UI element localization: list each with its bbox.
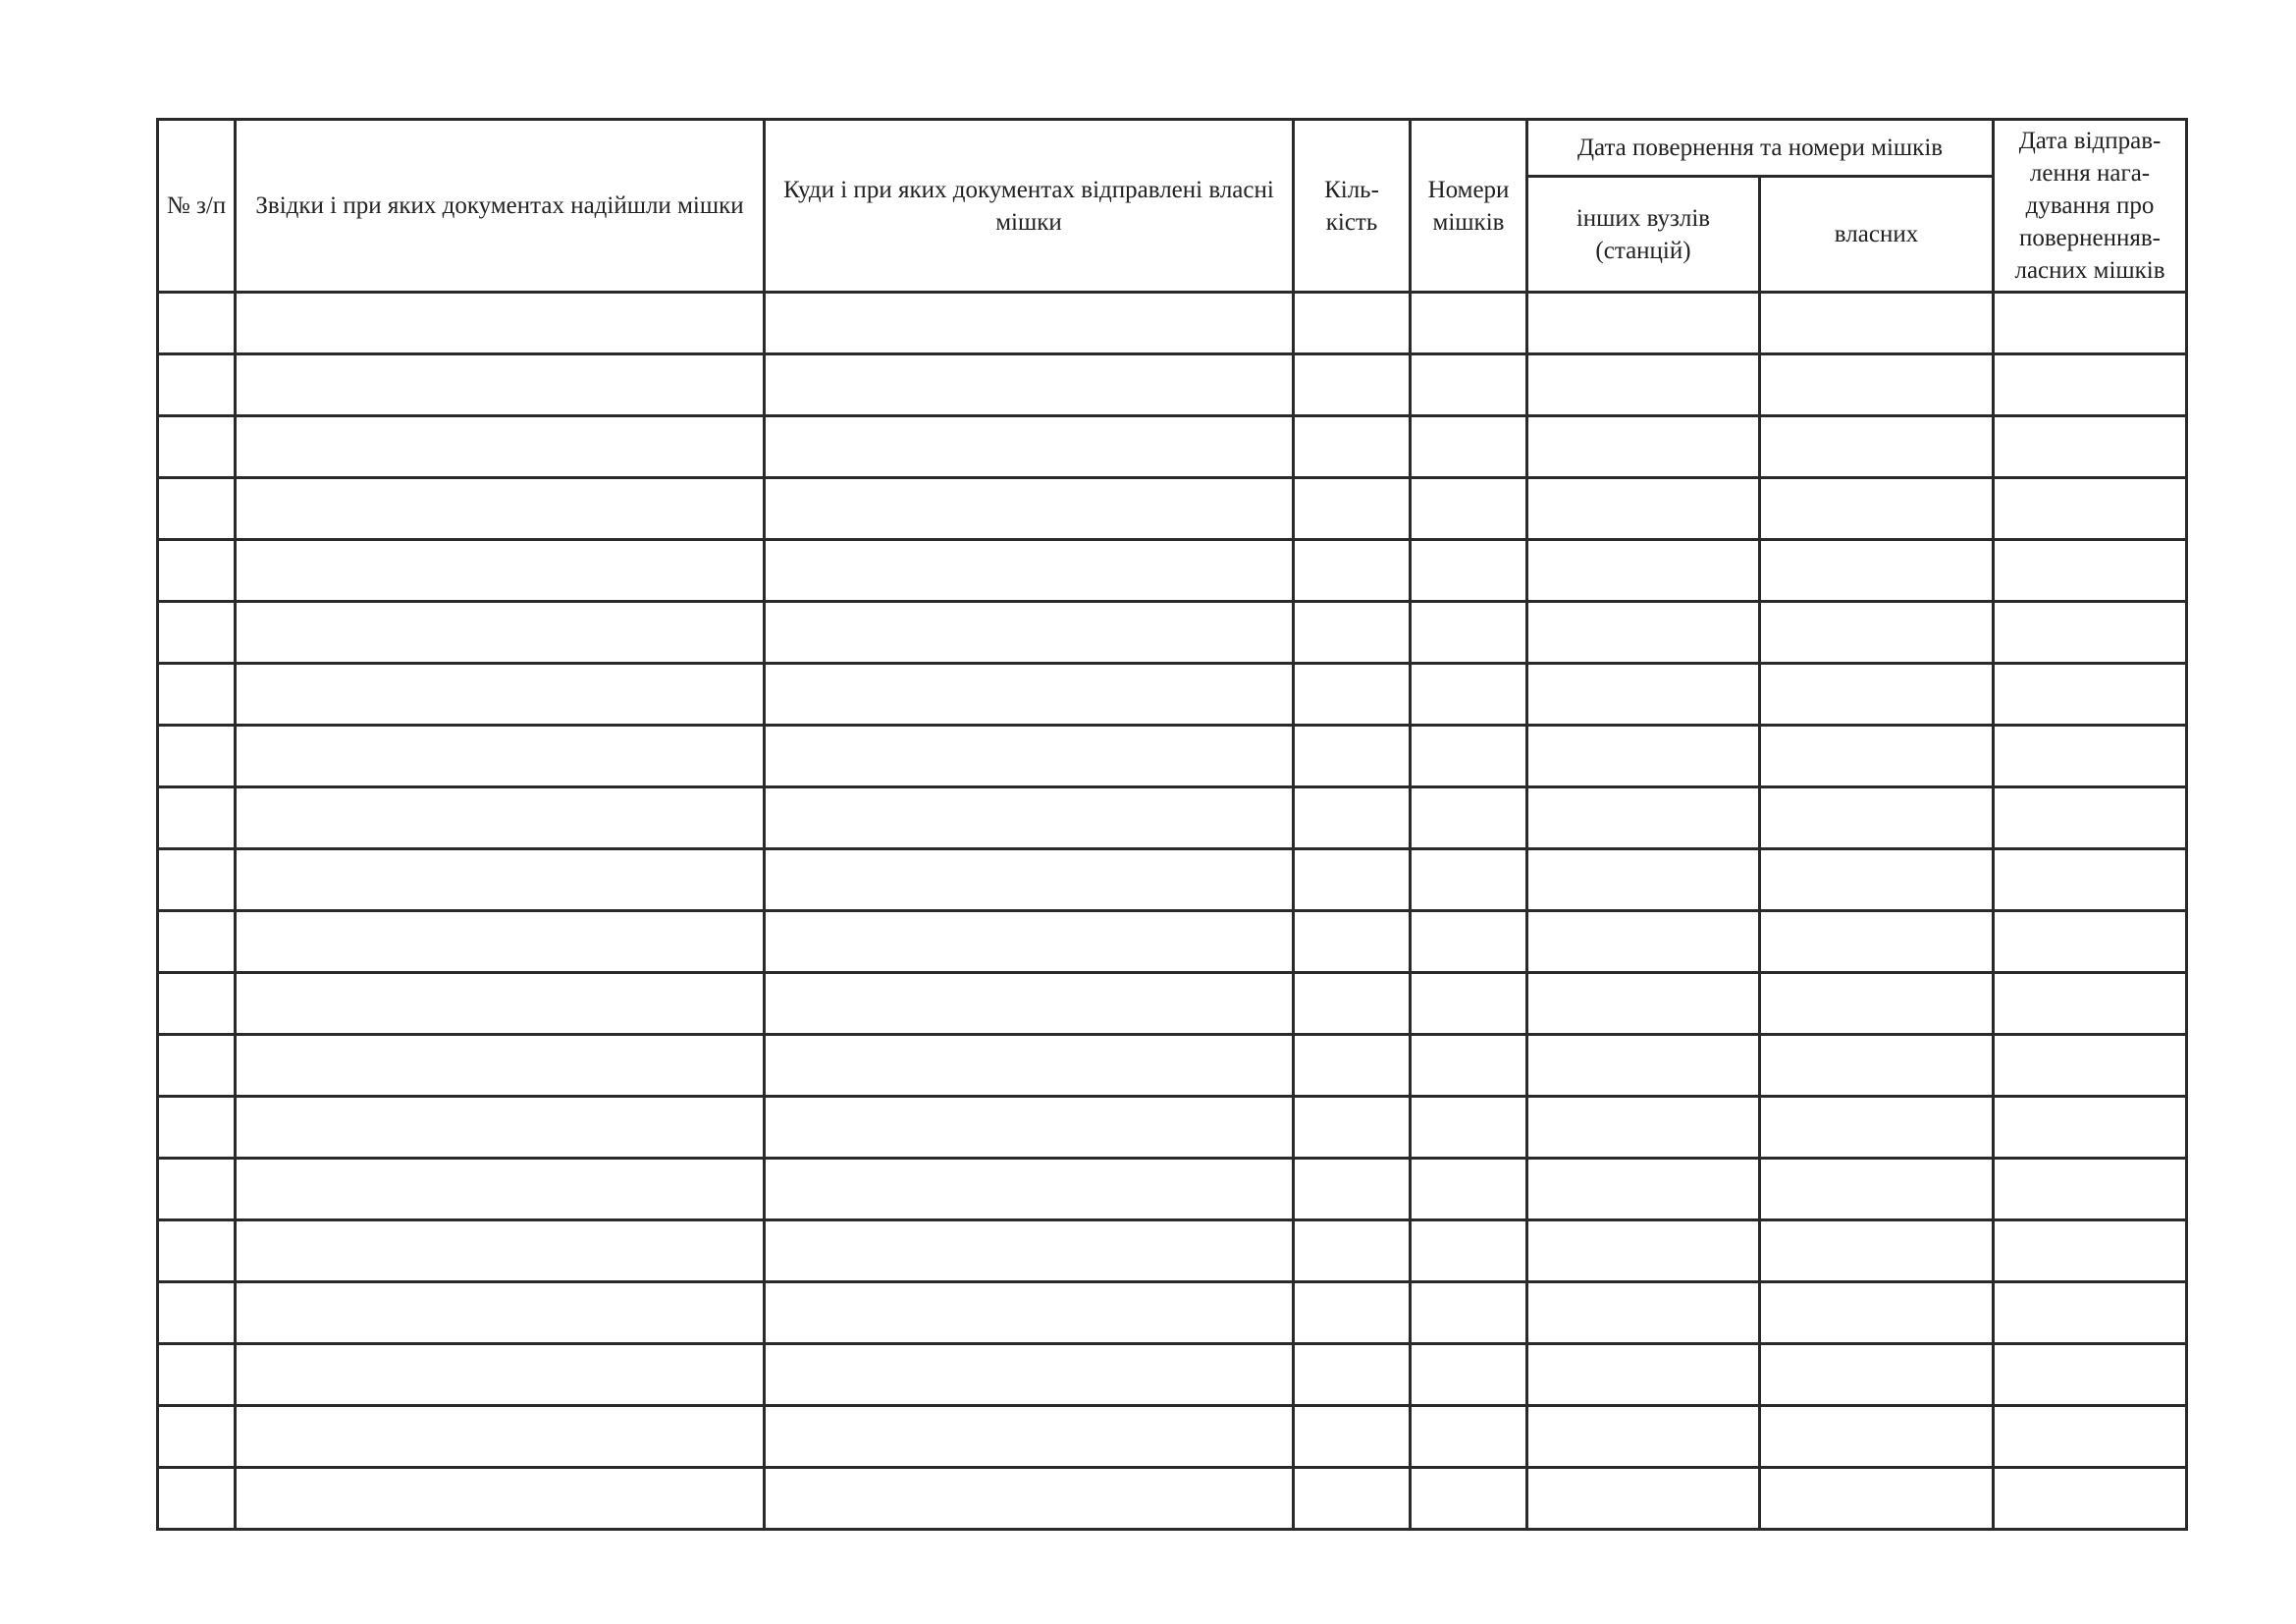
register-form xyxy=(156,118,2185,1531)
cell-number[interactable] xyxy=(158,602,236,664)
cell-return-other[interactable] xyxy=(1527,1097,1760,1159)
cell-quantity[interactable] xyxy=(1294,1035,1411,1097)
cell-quantity[interactable] xyxy=(1294,478,1411,540)
cell-return-other[interactable] xyxy=(1527,911,1760,973)
cell-to[interactable] xyxy=(765,354,1294,416)
col-return-group-header: Дата повернення та номери мішків xyxy=(1527,120,1994,177)
cell-bag-numbers[interactable] xyxy=(1411,1035,1527,1097)
cell-number[interactable] xyxy=(158,1468,236,1530)
cell-from[interactable] xyxy=(236,726,765,787)
cell-from[interactable] xyxy=(236,354,765,416)
cell-bag-numbers[interactable] xyxy=(1411,787,1527,849)
cell-quantity[interactable] xyxy=(1294,1344,1411,1406)
cell-reminder-date[interactable] xyxy=(1994,1035,2187,1097)
cell-bag-numbers[interactable] xyxy=(1411,973,1527,1035)
table-row xyxy=(158,1406,2187,1468)
cell-quantity[interactable] xyxy=(1294,416,1411,478)
cell-reminder-date[interactable] xyxy=(1994,354,2187,416)
cell-from[interactable] xyxy=(236,849,765,911)
cell-return-own[interactable] xyxy=(1760,973,1994,1035)
cell-reminder-date[interactable] xyxy=(1994,849,2187,911)
cell-to[interactable] xyxy=(765,416,1294,478)
cell-from[interactable] xyxy=(236,1468,765,1530)
cell-quantity[interactable] xyxy=(1294,293,1411,354)
table-row xyxy=(158,787,2187,849)
cell-bag-numbers[interactable] xyxy=(1411,726,1527,787)
cell-return-own[interactable] xyxy=(1760,293,1994,354)
cell-to[interactable] xyxy=(765,849,1294,911)
table-row xyxy=(158,1035,2187,1097)
cell-number[interactable] xyxy=(158,1097,236,1159)
cell-reminder-date[interactable] xyxy=(1994,602,2187,664)
col-to-header: Куди і при яких документах відправлені власні мішки xyxy=(765,120,1294,293)
cell-quantity[interactable] xyxy=(1294,726,1411,787)
cell-bag-numbers[interactable] xyxy=(1411,354,1527,416)
cell-return-other[interactable] xyxy=(1527,973,1760,1035)
cell-bag-numbers[interactable] xyxy=(1411,1097,1527,1159)
cell-number[interactable] xyxy=(158,973,236,1035)
cell-number[interactable] xyxy=(158,540,236,602)
cell-reminder-date[interactable] xyxy=(1994,911,2187,973)
cell-reminder-date[interactable] xyxy=(1994,664,2187,726)
cell-to[interactable] xyxy=(765,787,1294,849)
cell-return-own[interactable] xyxy=(1760,1406,1994,1468)
cell-bag-numbers[interactable] xyxy=(1411,1282,1527,1344)
bag-register-table xyxy=(156,118,2188,1531)
cell-bag-numbers[interactable] xyxy=(1411,664,1527,726)
cell-quantity[interactable] xyxy=(1294,1159,1411,1220)
table-row xyxy=(158,1344,2187,1406)
cell-return-other[interactable] xyxy=(1527,664,1760,726)
cell-to[interactable] xyxy=(765,1344,1294,1406)
cell-reminder-date[interactable] xyxy=(1994,973,2187,1035)
cell-return-own[interactable] xyxy=(1760,602,1994,664)
cell-reminder-date[interactable] xyxy=(1994,540,2187,602)
cell-return-own[interactable] xyxy=(1760,416,1994,478)
cell-to[interactable] xyxy=(765,1220,1294,1282)
cell-from[interactable] xyxy=(236,911,765,973)
register-body xyxy=(158,293,2187,1530)
table-row xyxy=(158,726,2187,787)
cell-to[interactable] xyxy=(765,1406,1294,1468)
cell-bag-numbers[interactable] xyxy=(1411,293,1527,354)
cell-number[interactable] xyxy=(158,1406,236,1468)
cell-bag-numbers[interactable] xyxy=(1411,1159,1527,1220)
cell-reminder-date[interactable] xyxy=(1994,1220,2187,1282)
table-row xyxy=(158,478,2187,540)
table-row xyxy=(158,602,2187,664)
cell-number[interactable] xyxy=(158,1035,236,1097)
cell-reminder-date[interactable] xyxy=(1994,1344,2187,1406)
cell-bag-numbers[interactable] xyxy=(1411,1468,1527,1530)
cell-to[interactable] xyxy=(765,726,1294,787)
cell-return-own[interactable] xyxy=(1760,787,1994,849)
cell-return-other[interactable] xyxy=(1527,293,1760,354)
cell-to[interactable] xyxy=(765,911,1294,973)
table-row xyxy=(158,664,2187,726)
cell-return-other[interactable] xyxy=(1527,540,1760,602)
col-return-own-header: власних xyxy=(1760,177,1994,293)
cell-return-other[interactable] xyxy=(1527,1406,1760,1468)
cell-bag-numbers[interactable] xyxy=(1411,849,1527,911)
table-row xyxy=(158,911,2187,973)
col-return-other-header: інших вузлів (станцій) xyxy=(1527,177,1760,293)
cell-to[interactable] xyxy=(765,602,1294,664)
table-row xyxy=(158,973,2187,1035)
cell-number[interactable] xyxy=(158,293,236,354)
cell-quantity[interactable] xyxy=(1294,664,1411,726)
cell-reminder-date[interactable] xyxy=(1994,293,2187,354)
table-row xyxy=(158,540,2187,602)
cell-return-own[interactable] xyxy=(1760,1220,1994,1282)
cell-from[interactable] xyxy=(236,664,765,726)
cell-return-own[interactable] xyxy=(1760,1035,1994,1097)
cell-quantity[interactable] xyxy=(1294,911,1411,973)
cell-to[interactable] xyxy=(765,1097,1294,1159)
table-row xyxy=(158,1159,2187,1220)
cell-quantity[interactable] xyxy=(1294,787,1411,849)
cell-quantity[interactable] xyxy=(1294,354,1411,416)
cell-from[interactable] xyxy=(236,787,765,849)
col-reminder-date-header: Дата відправ-лення нага-дування про поверненняв-ласних мішків xyxy=(1994,120,2187,293)
table-row xyxy=(158,416,2187,478)
cell-return-other[interactable] xyxy=(1527,849,1760,911)
cell-return-own[interactable] xyxy=(1760,1282,1994,1344)
cell-bag-numbers[interactable] xyxy=(1411,1406,1527,1468)
cell-quantity[interactable] xyxy=(1294,1220,1411,1282)
cell-from[interactable] xyxy=(236,973,765,1035)
header-row-top xyxy=(158,120,2187,177)
cell-number[interactable] xyxy=(158,354,236,416)
cell-bag-numbers[interactable] xyxy=(1411,1220,1527,1282)
cell-bag-numbers[interactable] xyxy=(1411,416,1527,478)
table-row xyxy=(158,1220,2187,1282)
table-row xyxy=(158,1282,2187,1344)
cell-bag-numbers[interactable] xyxy=(1411,602,1527,664)
cell-quantity[interactable] xyxy=(1294,540,1411,602)
cell-return-own[interactable] xyxy=(1760,1468,1994,1530)
cell-return-other[interactable] xyxy=(1527,1344,1760,1406)
cell-from[interactable] xyxy=(236,1159,765,1220)
cell-from[interactable] xyxy=(236,602,765,664)
cell-from[interactable] xyxy=(236,540,765,602)
cell-return-own[interactable] xyxy=(1760,1159,1994,1220)
cell-number[interactable] xyxy=(158,1159,236,1220)
cell-return-own[interactable] xyxy=(1760,540,1994,602)
cell-return-own[interactable] xyxy=(1760,478,1994,540)
cell-return-other[interactable] xyxy=(1527,478,1760,540)
cell-return-other[interactable] xyxy=(1527,1468,1760,1530)
cell-from[interactable] xyxy=(236,478,765,540)
table-row xyxy=(158,293,2187,354)
cell-reminder-date[interactable] xyxy=(1994,726,2187,787)
cell-quantity[interactable] xyxy=(1294,1468,1411,1530)
cell-return-own[interactable] xyxy=(1760,911,1994,973)
cell-return-own[interactable] xyxy=(1760,664,1994,726)
table-row xyxy=(158,354,2187,416)
cell-return-other[interactable] xyxy=(1527,602,1760,664)
cell-return-other[interactable] xyxy=(1527,1035,1760,1097)
cell-reminder-date[interactable] xyxy=(1994,1159,2187,1220)
cell-return-other[interactable] xyxy=(1527,1282,1760,1344)
col-quantity-header: Кіль-кість xyxy=(1294,120,1411,293)
cell-return-own[interactable] xyxy=(1760,1344,1994,1406)
cell-quantity[interactable] xyxy=(1294,602,1411,664)
cell-number[interactable] xyxy=(158,1344,236,1406)
cell-from[interactable] xyxy=(236,1220,765,1282)
cell-number[interactable] xyxy=(158,849,236,911)
cell-to[interactable] xyxy=(765,664,1294,726)
cell-to[interactable] xyxy=(765,1468,1294,1530)
cell-from[interactable] xyxy=(236,416,765,478)
cell-to[interactable] xyxy=(765,973,1294,1035)
cell-return-other[interactable] xyxy=(1527,416,1760,478)
cell-return-other[interactable] xyxy=(1527,1159,1760,1220)
cell-from[interactable] xyxy=(236,1097,765,1159)
cell-return-other[interactable] xyxy=(1527,726,1760,787)
col-number-header: № з/п xyxy=(158,120,236,293)
col-from-header: Звідки і при яких документах надійшли мішки xyxy=(236,120,765,293)
cell-from[interactable] xyxy=(236,1344,765,1406)
cell-number[interactable] xyxy=(158,726,236,787)
cell-number[interactable] xyxy=(158,416,236,478)
cell-bag-numbers[interactable] xyxy=(1411,478,1527,540)
cell-reminder-date[interactable] xyxy=(1994,787,2187,849)
cell-to[interactable] xyxy=(765,1282,1294,1344)
cell-number[interactable] xyxy=(158,1220,236,1282)
cell-return-own[interactable] xyxy=(1760,726,1994,787)
cell-quantity[interactable] xyxy=(1294,973,1411,1035)
cell-to[interactable] xyxy=(765,293,1294,354)
cell-to[interactable] xyxy=(765,478,1294,540)
cell-reminder-date[interactable] xyxy=(1994,478,2187,540)
col-bag-numbers-header: Номери мішків xyxy=(1411,120,1527,293)
cell-number[interactable] xyxy=(158,478,236,540)
cell-bag-numbers[interactable] xyxy=(1411,1344,1527,1406)
cell-reminder-date[interactable] xyxy=(1994,1406,2187,1468)
cell-number[interactable] xyxy=(158,664,236,726)
cell-from[interactable] xyxy=(236,293,765,354)
cell-reminder-date[interactable] xyxy=(1994,416,2187,478)
cell-from[interactable] xyxy=(236,1282,765,1344)
cell-return-other[interactable] xyxy=(1527,787,1760,849)
cell-to[interactable] xyxy=(765,540,1294,602)
cell-number[interactable] xyxy=(158,1282,236,1344)
cell-return-own[interactable] xyxy=(1760,849,1994,911)
table-row xyxy=(158,1468,2187,1530)
table-row xyxy=(158,1097,2187,1159)
cell-from[interactable] xyxy=(236,1035,765,1097)
cell-bag-numbers[interactable] xyxy=(1411,540,1527,602)
cell-number[interactable] xyxy=(158,911,236,973)
cell-to[interactable] xyxy=(765,1035,1294,1097)
cell-quantity[interactable] xyxy=(1294,1406,1411,1468)
cell-reminder-date[interactable] xyxy=(1994,1097,2187,1159)
cell-return-own[interactable] xyxy=(1760,1097,1994,1159)
cell-return-other[interactable] xyxy=(1527,1220,1760,1282)
cell-reminder-date[interactable] xyxy=(1994,1282,2187,1344)
cell-reminder-date[interactable] xyxy=(1994,1468,2187,1530)
cell-bag-numbers[interactable] xyxy=(1411,911,1527,973)
cell-to[interactable] xyxy=(765,1159,1294,1220)
cell-number[interactable] xyxy=(158,787,236,849)
cell-return-other[interactable] xyxy=(1527,354,1760,416)
cell-quantity[interactable] xyxy=(1294,849,1411,911)
cell-quantity[interactable] xyxy=(1294,1097,1411,1159)
cell-return-own[interactable] xyxy=(1760,354,1994,416)
cell-from[interactable] xyxy=(236,1406,765,1468)
cell-quantity[interactable] xyxy=(1294,1282,1411,1344)
table-row xyxy=(158,849,2187,911)
